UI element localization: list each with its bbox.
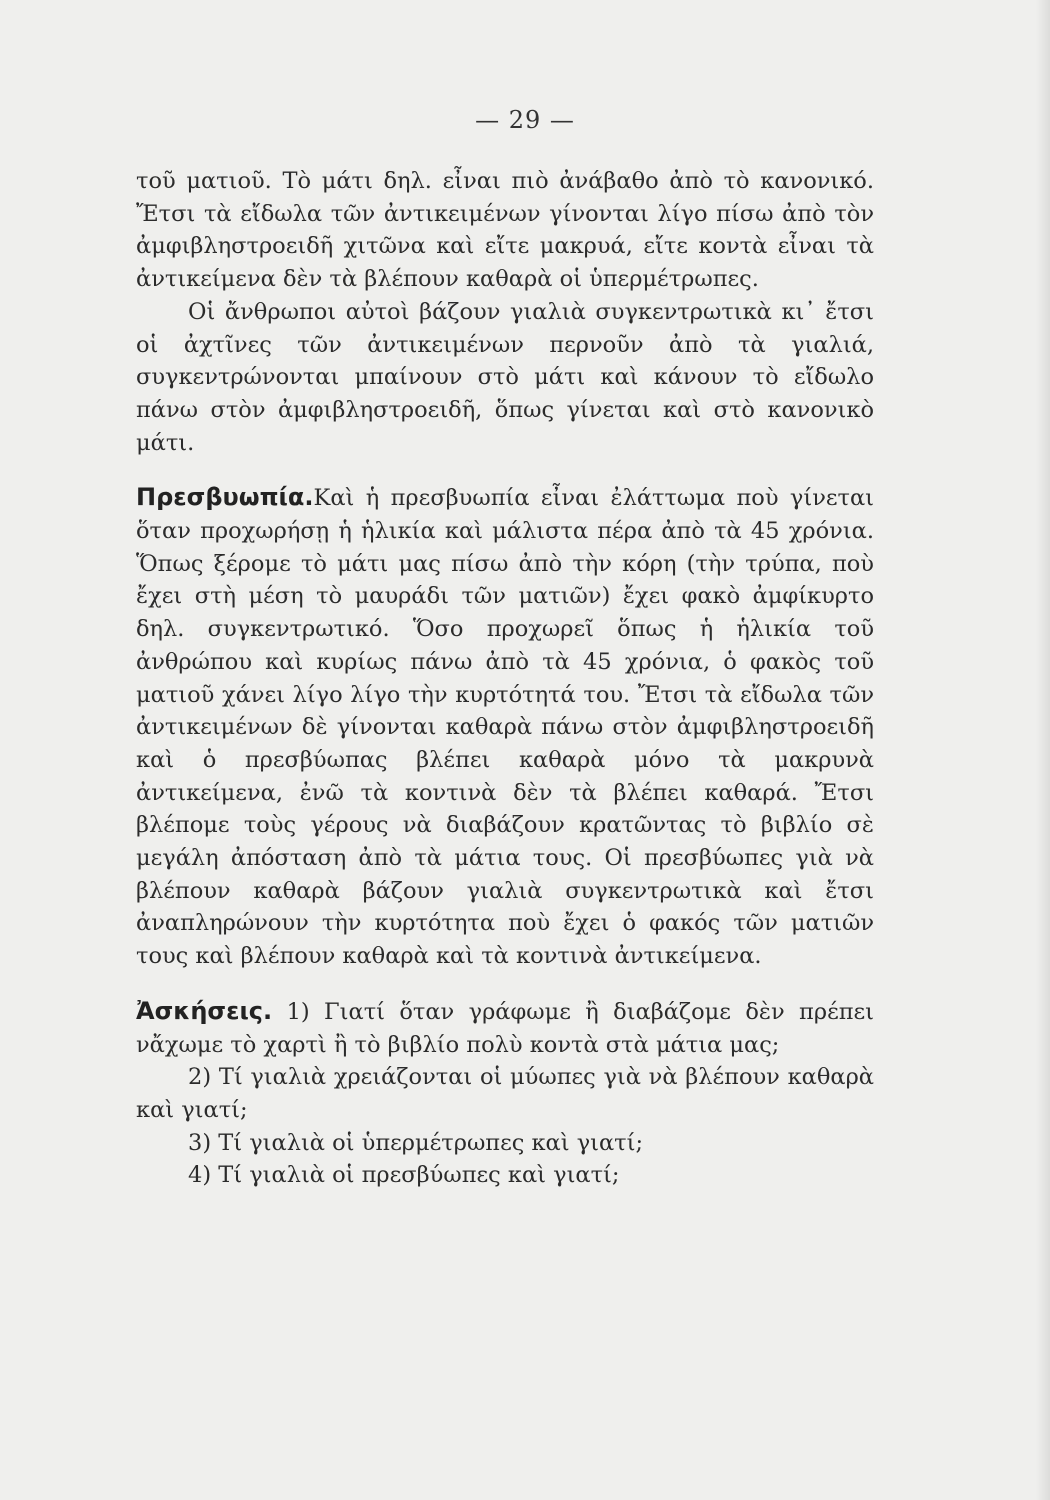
- page-body: [136, 165, 874, 1192]
- presbyopia-text: Καὶ ἡ πρεσβυωπία εἶναι ἐλάττωμα ποὺ γίνεται ὅταν προχωρήσῃ ἡ ἡλικία καὶ μάλιστα πέρα ἀπὸ τὰ 45 χρόνια. Ὅπως ξέρομε τὸ μάτι μας πίσω ἀπὸ τὴν κόρη (τὴν τρύπα, ποὺ ἔχει στὴ μέση τὸ μαυράδι τῶν ματιῶν) ἔχει φακὸ ἀμφίκυρτο δηλ. συγκεντρωτικό. Ὅσο προχωρεῖ ὅπως ἡ ἡλικία τοῦ ἀνθρώπου καὶ κυρίως πάνω ἀπὸ τὰ 45 χρόνια, ὁ φακὸς τοῦ ματιοῦ χάνει λίγο λίγο τὴν κυρτότητά του. Ἔτσι τὰ εἴδωλα τῶν ἀντικειμένων δὲ γίνονται καθαρὰ πάνω στὸν ἀμφιβληστροειδῆ καὶ ὁ πρεσβύωπας βλέπει καθαρὰ μόνο τὰ μακρυνὰ ἀντικείμενα, ἐνῶ τὰ κοντινὰ δὲν τὰ βλέπει καθαρά. Ἔτσι βλέπομε τοὺς γέρους νὰ διαβάζουν κρατῶντας τὸ βιβλίο σὲ μεγάλη ἀπόσταση ἀπὸ τὰ μάτια τους. Οἱ πρεσβύωπες γιὰ νὰ βλέπουν καθαρὰ βάζουν γιαλιὰ συγκεντρωτικὰ καὶ ἔτσι ἀναπληρώνουν τὴν κυρτότητα ποὺ ἔχει ὁ φακός τῶν ματιῶν τους καὶ βλέπουν καθαρὰ καὶ τὰ κοντινὰ ἀντικείμενα.: [136, 485, 874, 970]
- section-presbyopia: [136, 481, 874, 973]
- paragraph-hyperopia-correction: Οἱ ἄνθρωποι αὐτοὶ βάζουν γιαλιὰ συγκεντρωτικὰ κι᾽ ἔτσι οἱ ἀχτῖνες τῶν ἀντικειμένων περνοῦν ἀπὸ τὰ γιαλιά, συγκεντρώνονται μπαίνουν στὸ μάτι καὶ κάνουν τὸ εἴδωλο πάνω στὸν ἀμφιβληστροειδῆ, ὅπως γίνεται καὶ στὸ κανονικὸ μάτι.: [136, 298, 874, 456]
- exercise-1: 1) Γιατί ὅταν γράφωμε ἢ διαβάζομε δὲν πρέπει νἄχωμε τὸ χαρτὶ ἢ τὸ βιβλίο πολὺ κοντὰ στὰ μάτια μας;: [136, 998, 874, 1058]
- exercise-4: 4) Τί γιαλιὰ οἱ πρεσβύωπες καὶ γιατί;: [188, 1162, 620, 1189]
- exercise-3: 3) Τί γιαλιὰ οἱ ὑπερμέτρωπες καὶ γιατί;: [188, 1129, 644, 1156]
- section-exercises: [136, 995, 874, 1061]
- page-number: — 29 —: [475, 106, 575, 134]
- exercise-2: 2) Τί γιαλιὰ χρειάζονται οἱ μύωπες γιὰ νὰ βλέπουν καθαρὰ καὶ γιατί;: [136, 1064, 874, 1123]
- heading-exercises: Ἀσκήσεις.: [136, 996, 273, 1025]
- heading-presbyopia: Πρεσβυωπία.: [136, 483, 314, 512]
- page-edge-shadow: [1036, 0, 1050, 1500]
- paragraph-continuation: τοῦ ματιοῦ. Τὸ μάτι δηλ. εἶναι πιὸ ἀνάβαθο ἀπὸ τὸ κανονικό. Ἔτσι τὰ εἴδωλα τῶν ἀντικειμένων γίνονται λίγο πίσω ἀπὸ τὸν ἀμφιβληστροειδῆ χιτῶνα καὶ εἴτε μακρυά, εἴτε κοντὰ εἶναι τὰ ἀντικείμενα δὲν τὰ βλέπουν καθαρὰ οἱ ὑπερμέτρωπες.: [136, 168, 874, 293]
